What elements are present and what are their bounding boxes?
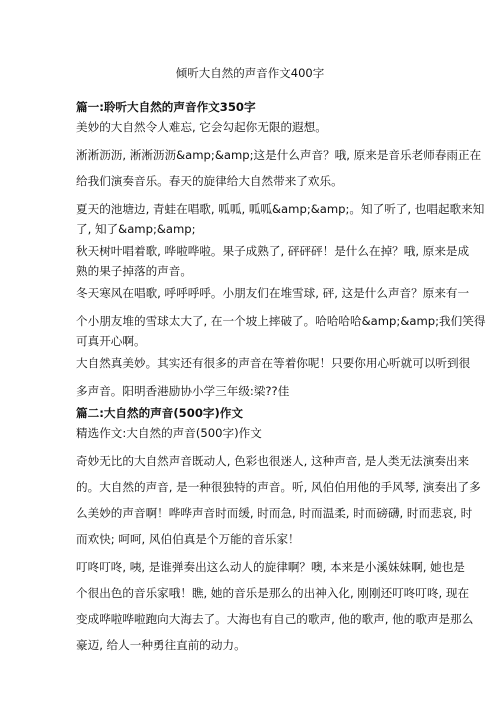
paragraph-line: 大自然真美妙。其实还有很多的声音在等着你呢！只要你用心听就可以听到很 — [76, 356, 471, 370]
paragraph-line: 叮咚叮咚, 咦, 是谁弹奏出这么动人的旋律啊？噢, 本来是小溪妹妹啊, 她也是 — [76, 560, 465, 574]
paragraph-line: 可真开心啊。 — [76, 334, 146, 348]
paragraph-line: 冬天寒风在唱歌, 呼呼呼呼。小朋友们在堆雪球, 砰, 这是什么声音？原来有一 — [76, 286, 470, 300]
paragraph-line: 么美妙的声音啊！哗哗声音时而缓, 时而急, 时而温柔, 时而磅礴, 时而悲哀, 时 — [76, 506, 473, 520]
paragraph-line: 豪迈, 给人一种勇往直前的动力。 — [76, 638, 246, 652]
paragraph-line: 精选作文:大自然的声音(500字)作文 — [76, 426, 262, 440]
paragraph-line: 熟的果子掉落的声音。 — [76, 264, 192, 278]
paragraph-line: 个小朋友堆的雪球太大了, 在一个坡上摔破了。哈哈哈哈&amp;&amp;我们笑得 — [76, 314, 486, 328]
paragraph-line: 美妙的大自然令人难忘, 它会勾起你无限的遐想。 — [76, 120, 327, 134]
paragraph-line: 的。大自然的声音, 是一种很独特的声音。听, 风伯伯用他的手风琴, 演奏出了多 — [76, 480, 481, 494]
section-heading: 篇二:大自然的声音(500字)作文 — [76, 406, 243, 420]
paragraph-line: 了, 知了&amp;&amp; — [76, 222, 196, 236]
paragraph-line: 给我们演奏音乐。春天的旋律给大自然带来了欢乐。 — [76, 174, 343, 188]
paragraph-line: 而欢快; 呵呵, 风伯伯真是个万能的音乐家！ — [76, 532, 300, 546]
paragraph-line: 奇妙无比的大自然声音既动人, 色彩也很迷人, 这种声音, 是人类无法演奏出来 — [76, 454, 470, 468]
paragraph-line: 夏天的池塘边, 青蛙在唱歌, 呱呱, 呱呱&amp;&amp;。知了听了, 也唱起歌来知 — [76, 202, 485, 216]
paragraph-line: 个很出色的音乐家哦！瞧, 她的音乐是那么的出神入化, 刚刚还叮咚叮咚, 现在 — [76, 586, 470, 600]
paragraph-line: 秋天树叶唱着歌, 哗啦哗啦。果子成熟了, 砰砰砰！是什么在掉？哦, 原来是成 — [76, 244, 470, 258]
paragraph-line: 淅淅沥沥, 淅淅沥沥&amp;&amp;这是什么声音？哦, 原来是音乐老师春雨正在 — [76, 148, 482, 162]
paragraph-line: 多声音。阳明香港励协小学三年级:梁??佳 — [76, 384, 290, 398]
paragraph-line: 变成哗啦哗啦跑向大海去了。大海也有自己的歌声, 他的歌声, 他的歌声是那么 — [76, 612, 474, 626]
section-heading: 篇一:聆听大自然的声音作文350字 — [76, 100, 256, 114]
document-body — [76, 100, 486, 652]
document-title: 倾听大自然的声音作文400字 — [175, 66, 325, 80]
